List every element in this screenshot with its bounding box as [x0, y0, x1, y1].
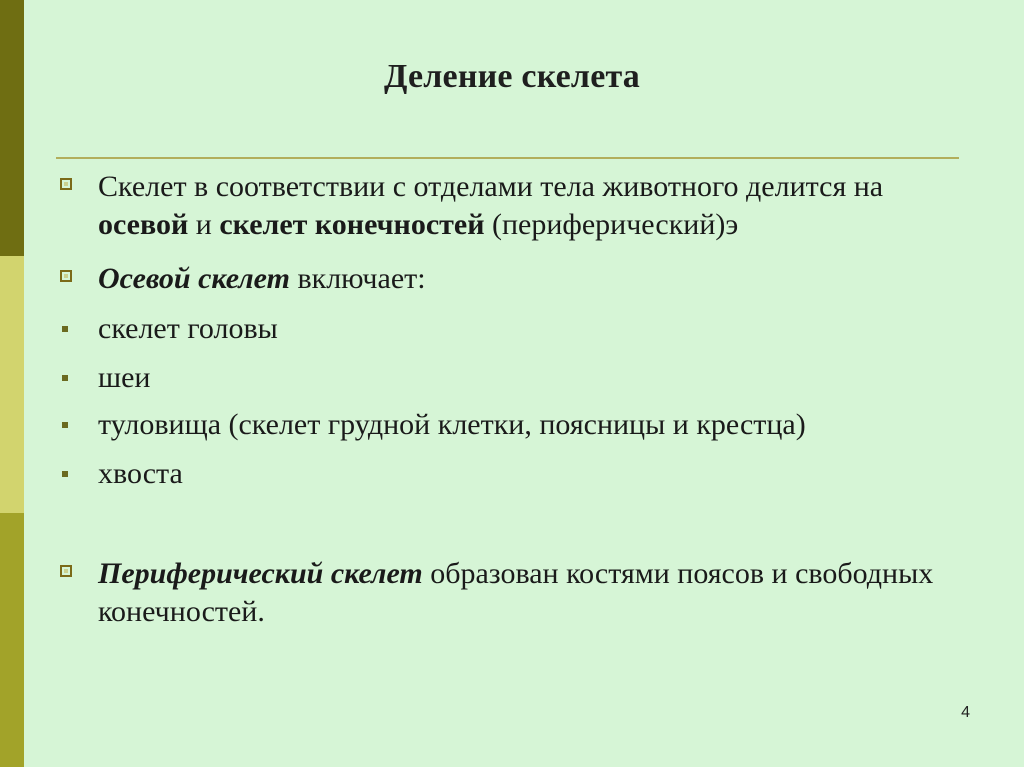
dot-bullet-icon: [62, 422, 68, 428]
bullet-text-3-peripheral-skeleton: Периферический скелет: [98, 557, 423, 590]
bullet-text-2: [98, 260, 950, 298]
bullet-text-3-description: образован костями поясов и свободных конечностей.: [98, 557, 934, 628]
dot-bullet-icon: [62, 375, 68, 381]
page-number: 4: [961, 704, 970, 721]
bullet-text-1-axial-bold: осевой: [98, 208, 189, 241]
square-bullet-icon: [60, 178, 72, 190]
bullet-text-1-part-5: (периферический)э: [484, 208, 739, 241]
bullet-text-1-part-1: Скелет в соответствии с отделами тела животного делится на: [98, 170, 884, 203]
bullet-text-2-includes: включает:: [289, 262, 426, 295]
dot-bullet-icon: [62, 326, 68, 332]
dot-bullet-icon: [62, 471, 68, 477]
bullet-text-1: [98, 168, 950, 244]
sub-bullet-text-3: туловища (скелет грудной клетки, поясницы и крестца): [98, 408, 806, 441]
bullet-text-1-part-3: и: [188, 208, 220, 241]
sub-bullet-text-2: шеи: [98, 361, 151, 394]
square-bullet-icon: [60, 270, 72, 282]
sub-bullet-text-1: скелет головы: [98, 312, 278, 345]
slide-title: Деление скелета: [383, 58, 641, 95]
bullet-text-2-axial-skeleton: Осевой скелет: [98, 262, 290, 295]
sub-bullet-text-4: хвоста: [98, 457, 183, 490]
bullet-text-1-limbs-bold: скелет конечностей: [219, 208, 485, 241]
bullet-text-3: [98, 555, 950, 631]
square-bullet-icon: [60, 565, 72, 577]
